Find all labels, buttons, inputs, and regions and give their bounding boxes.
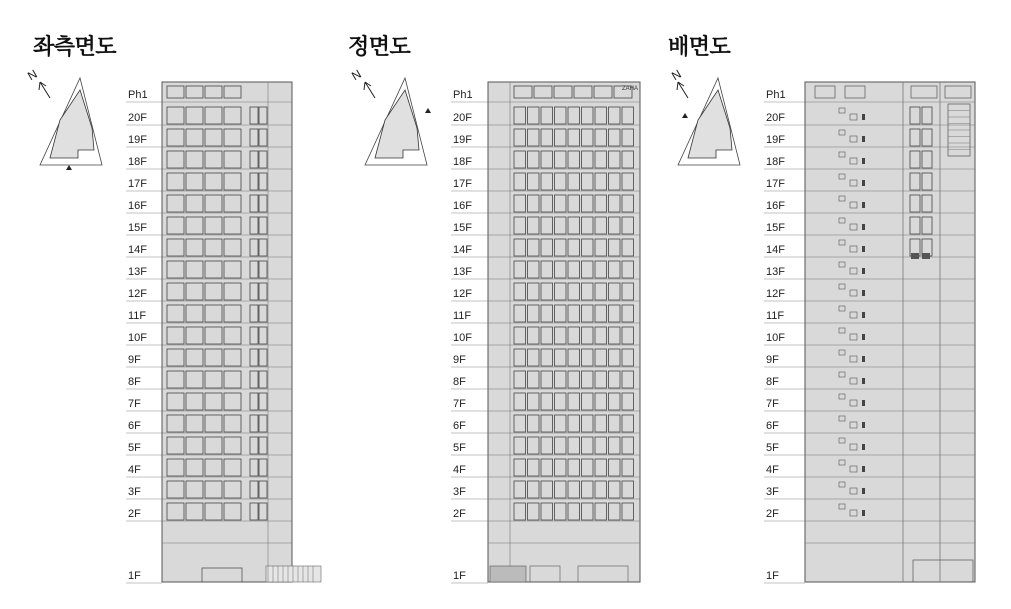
floor-label: 14F — [766, 244, 785, 256]
floor-label: 1F — [766, 570, 779, 582]
vent-slot — [862, 488, 865, 494]
vent-slot — [862, 268, 865, 274]
north-arrow — [677, 82, 688, 98]
floor-label: 11F — [453, 310, 472, 322]
floor-label: 6F — [766, 420, 779, 432]
floor-label: 4F — [128, 464, 141, 476]
vent-slot — [862, 202, 865, 208]
floor-label: Ph1 — [766, 89, 786, 101]
vent-slot — [862, 378, 865, 384]
facade-body — [162, 82, 292, 582]
floor-label: 9F — [453, 354, 466, 366]
floor-label: 20F — [453, 112, 472, 124]
north-label-left: N — [25, 66, 40, 84]
floor-label: 3F — [453, 486, 466, 498]
floor-label: 5F — [453, 442, 466, 454]
dark-panel — [911, 253, 919, 259]
floor-label: 2F — [453, 508, 466, 520]
vent-slot — [862, 136, 865, 142]
floor-label: 4F — [766, 464, 779, 476]
floor-label: 19F — [128, 134, 147, 146]
floor-label: 4F — [453, 464, 466, 476]
elevation-title-front: 정면도 — [348, 35, 411, 60]
storefront-panel — [490, 566, 526, 582]
floor-label: 10F — [453, 332, 472, 344]
floor-label: 9F — [766, 354, 779, 366]
north-label-front: N — [349, 66, 364, 84]
floor-label: Ph1 — [453, 89, 473, 101]
vent-slot — [862, 290, 865, 296]
floor-label: 6F — [128, 420, 141, 432]
floor-label: 18F — [453, 156, 472, 168]
building-footprint — [50, 90, 94, 158]
floor-label: 18F — [766, 156, 785, 168]
floor-label: 3F — [128, 486, 141, 498]
vent-slot — [862, 334, 865, 340]
vent-slot — [862, 466, 865, 472]
north-arrow — [39, 82, 50, 98]
floor-label: 17F — [128, 178, 147, 190]
elevation-title-rear: 배면도 — [668, 35, 731, 60]
elevation-left — [39, 78, 321, 583]
vent-slot — [862, 356, 865, 362]
building-sign: ZAHA — [622, 86, 639, 92]
vent-slot — [862, 312, 865, 318]
floor-label: 17F — [453, 178, 472, 190]
floor-label: 15F — [453, 222, 472, 234]
floor-label: 11F — [128, 310, 147, 322]
floor-label: 3F — [766, 486, 779, 498]
vent-slot — [862, 246, 865, 252]
north-arrow — [364, 82, 375, 98]
floor-label: 12F — [453, 288, 472, 300]
floor-label: 6F — [453, 420, 466, 432]
floor-label: Ph1 — [128, 89, 148, 101]
elevation-rear — [677, 78, 975, 583]
vent-slot — [862, 422, 865, 428]
vent-slot — [862, 114, 865, 120]
floor-label: 5F — [766, 442, 779, 454]
floor-label: 9F — [128, 354, 141, 366]
view-direction-arrow — [425, 108, 431, 113]
floor-label: 7F — [128, 398, 141, 410]
dark-panel — [922, 253, 930, 259]
floor-label: 19F — [453, 134, 472, 146]
floor-label: 7F — [453, 398, 466, 410]
floor-label: 16F — [766, 200, 785, 212]
floor-label: 12F — [766, 288, 785, 300]
floor-label: 13F — [453, 266, 472, 278]
floor-label: 15F — [128, 222, 147, 234]
floor-label: 2F — [128, 508, 141, 520]
floor-label: 1F — [453, 570, 466, 582]
floor-label: 8F — [128, 376, 141, 388]
floor-label: 18F — [128, 156, 147, 168]
building-footprint — [688, 90, 732, 158]
floor-label: 5F — [128, 442, 141, 454]
floor-label: 10F — [128, 332, 147, 344]
floor-label: 15F — [766, 222, 785, 234]
floor-label: 17F — [766, 178, 785, 190]
vent-slot — [862, 224, 865, 230]
building-footprint — [375, 90, 419, 158]
vent-slot — [862, 180, 865, 186]
floor-label: 13F — [128, 266, 147, 278]
view-direction-arrow — [66, 165, 72, 170]
vent-slot — [862, 510, 865, 516]
floor-label: 8F — [766, 376, 779, 388]
floor-label: 11F — [766, 310, 785, 322]
floor-label: 14F — [128, 244, 147, 256]
north-label-rear: N — [669, 66, 684, 84]
floor-label: 7F — [766, 398, 779, 410]
floor-label: 19F — [766, 134, 785, 146]
floor-label: 16F — [453, 200, 472, 212]
floor-label: 20F — [766, 112, 785, 124]
floor-label: 1F — [128, 570, 141, 582]
floor-label: 16F — [128, 200, 147, 212]
floor-label: 10F — [766, 332, 785, 344]
vent-slot — [862, 158, 865, 164]
floor-label: 2F — [766, 508, 779, 520]
elevation-title-left: 좌측면도 — [33, 35, 117, 60]
facade-body — [805, 82, 975, 582]
elevation-front — [364, 78, 640, 583]
floor-label: 8F — [453, 376, 466, 388]
floor-label: 14F — [453, 244, 472, 256]
vent-slot — [862, 444, 865, 450]
facade-body — [488, 82, 640, 582]
vent-slot — [862, 400, 865, 406]
floor-label: 20F — [128, 112, 147, 124]
floor-label: 13F — [766, 266, 785, 278]
floor-label: 12F — [128, 288, 147, 300]
view-direction-arrow — [682, 113, 688, 118]
